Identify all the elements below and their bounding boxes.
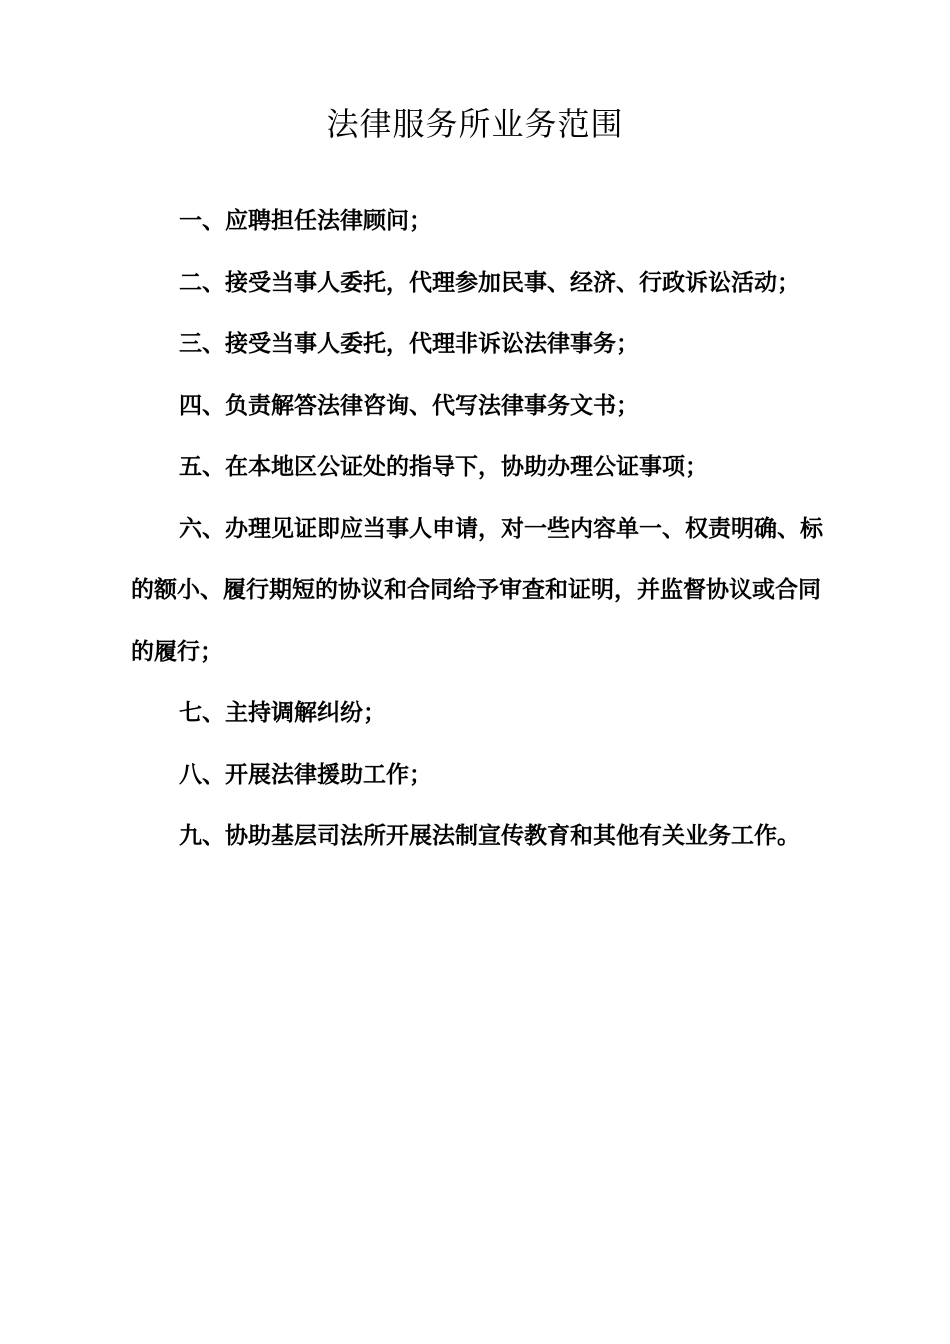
list-item: 一、应聘担任法律顾问； [179,208,432,234]
list-item: 四、负责解答法律咨询、代写法律事务文书； [179,392,639,419]
business-scope-list [131,191,831,868]
list-item: 二、接受当事人委托，代理参加民事、经济、行政诉讼活动； [179,269,800,296]
list-item: 七、主持调解纠纷； [179,700,386,726]
list-item: 三、接受当事人委托，代理非诉讼法律事务； [179,331,639,357]
list-item: 八、开展法律援助工作； [179,761,432,788]
document-title: 法律服务所业务范围 [326,105,624,143]
list-item: 六、办理见证即应当事人申请，对一些内容单一、权责明确、标的额小、履行期短的协议和合同给予审查和证明，并监督协议或合同的履行； [131,515,823,665]
list-item: 九、协助基层司法所开展法制宣传教育和其他有关业务工作。 [179,823,800,849]
list-item: 五、在本地区公证处的指导下，协助办理公证事项； [179,454,708,480]
